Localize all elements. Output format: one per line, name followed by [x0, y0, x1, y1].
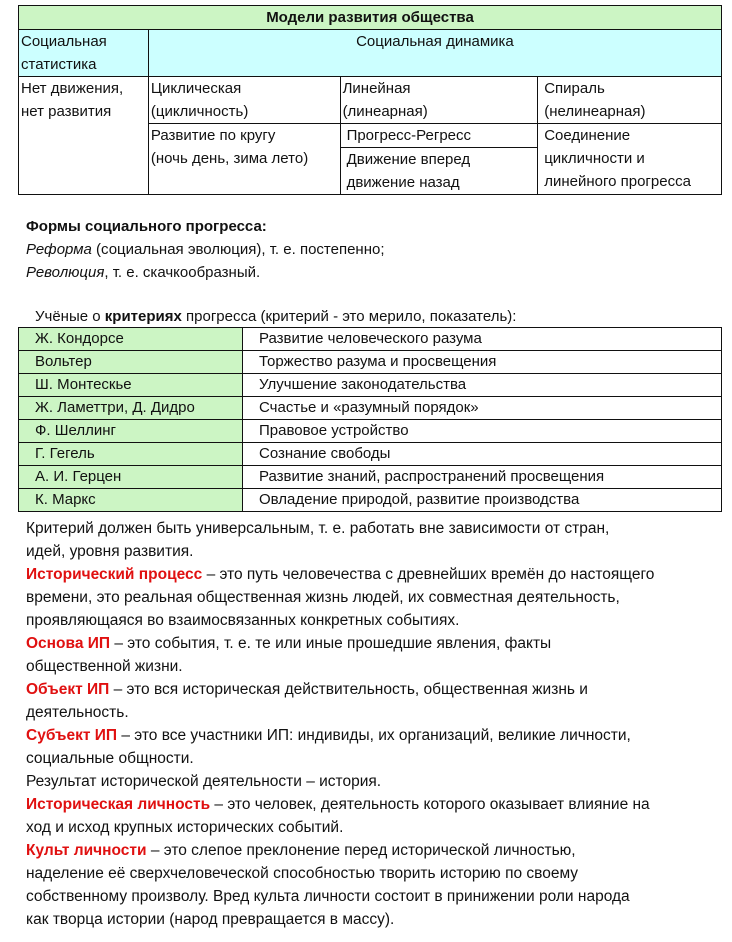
cyclic-type	[148, 77, 340, 124]
text-line: времени, это реальная общественная жизнь людей, их совместная деятельность,	[26, 589, 620, 606]
text-line: как творца истории (народ превращается в массу).	[26, 911, 395, 928]
term: Культ личности	[26, 842, 147, 859]
text-line: – это слепое преклонение перед исторической личностью,	[146, 842, 576, 859]
text-line: наделение её сверхчеловеческой способностью творить историю по своему	[26, 865, 579, 882]
linear-type	[340, 77, 538, 124]
term: Объект ИП	[26, 681, 110, 698]
type-alt: (цикличность)	[150, 103, 249, 120]
social-dynamic-header: Социальная динамика	[148, 30, 721, 77]
intro-bold: критериях	[104, 308, 182, 325]
static-description	[19, 77, 149, 195]
criterion-text: Улучшение законодательства	[243, 374, 722, 397]
term: Исторический процесс	[26, 566, 203, 583]
criterion-note	[26, 517, 726, 563]
text-line: деятельность.	[26, 704, 129, 721]
text-line: – это события, т. е. те или иные прошедшие явления, факты	[110, 635, 552, 652]
criteria-row	[19, 443, 722, 466]
scientist-name: Ж. Ламеттри, Д. Дидро	[19, 397, 243, 420]
type-alt: (линеарная)	[342, 103, 428, 120]
def-subject	[26, 724, 726, 770]
intro-text: Учёные о	[35, 308, 105, 325]
criterion-text: Счастье и «разумный порядок»	[243, 397, 722, 420]
progress-criteria-table	[18, 327, 722, 512]
def-personality	[26, 793, 726, 839]
forms-section	[26, 215, 726, 284]
text-line: линейного прогресса	[544, 173, 691, 190]
reform-description: (социальная эволюция), т. е. постепенно;	[91, 241, 385, 258]
header-line: статистика	[21, 56, 97, 73]
form-reform	[26, 238, 726, 261]
criteria-row	[19, 489, 722, 512]
def-cult	[26, 839, 726, 931]
reform-term: Реформа	[26, 241, 92, 258]
intro-text: прогресса (критерий - это мерило, показатель):	[181, 308, 517, 325]
text-line: (ночь день, зима лето)	[150, 150, 309, 167]
text-line: Соединение	[544, 127, 631, 144]
term: Основа ИП	[26, 635, 111, 652]
def-result: Результат исторической деятельности – история.	[26, 773, 382, 790]
cyclic-description	[148, 124, 340, 195]
type-alt: (нелинеарная)	[544, 103, 646, 120]
scientist-name: Г. Гегель	[19, 443, 243, 466]
criterion-text: Торжество разума и просвещения	[243, 351, 722, 374]
forms-heading: Формы социального прогресса:	[26, 218, 267, 235]
criteria-row	[19, 328, 722, 351]
text-line: Нет движения,	[21, 80, 124, 97]
text-line: проявляющаяся во взаимосвязанных конкретных событиях.	[26, 612, 460, 629]
form-revolution	[26, 261, 726, 284]
definitions-section	[26, 517, 726, 931]
text-line: собственному произволу. Вред культа личности состоит в принижении роли народа	[26, 888, 630, 905]
type-name: Спираль	[544, 80, 605, 97]
text-line: – это человек, деятельность которого оказывает влияние на	[210, 796, 650, 813]
text-line: ход и исход крупных исторических событий.	[26, 819, 344, 836]
text-line: цикличности и	[544, 150, 645, 167]
revolution-description: , т. е. скачкообразный.	[104, 264, 261, 281]
criterion-text: Развитие человеческого разума	[243, 328, 722, 351]
text-line: – это путь человечества с древнейших времён до настоящего	[202, 566, 655, 583]
def-basis	[26, 632, 726, 678]
scientist-name: Ж. Кондорсе	[19, 328, 243, 351]
type-name: Циклическая	[150, 80, 242, 97]
criteria-row	[19, 466, 722, 489]
criterion-text: Правовое устройство	[243, 420, 722, 443]
text-line: социальные общности.	[26, 750, 194, 767]
revolution-term: Революция	[26, 264, 105, 281]
criterion-text: Сознание свободы	[243, 443, 722, 466]
social-static-header	[19, 30, 149, 77]
criteria-row	[19, 351, 722, 374]
spiral-type	[538, 77, 722, 124]
type-name: Линейная	[342, 80, 411, 97]
text-line: Критерий должен быть универсальным, т. е. работать вне зависимости от стран,	[26, 520, 610, 537]
scientist-name: К. Маркс	[19, 489, 243, 512]
text-line: Развитие по кругу	[150, 127, 276, 144]
criteria-row	[19, 397, 722, 420]
text-line: – это вся историческая действительность, общественная жизнь и	[109, 681, 588, 698]
spiral-description	[538, 124, 722, 195]
scientist-name: Ш. Монтескье	[19, 374, 243, 397]
table-title: Модели развития общества	[19, 6, 722, 30]
term: Субъект ИП	[26, 727, 118, 744]
header-line: Социальная	[21, 33, 107, 50]
text-line: общественной жизни.	[26, 658, 183, 675]
criteria-intro	[35, 305, 732, 328]
scientist-name: Вольтер	[19, 351, 243, 374]
linear-description-1: Прогресс-Регресс	[340, 124, 538, 148]
criteria-row	[19, 420, 722, 443]
criterion-text: Овладение природой, развитие производства	[243, 489, 722, 512]
text-line: Движение вперед	[346, 151, 471, 168]
scientist-name: А. И. Герцен	[19, 466, 243, 489]
term: Историческая личность	[26, 796, 211, 813]
text-line: идей, уровня развития.	[26, 543, 194, 560]
scientist-name: Ф. Шеллинг	[19, 420, 243, 443]
linear-description-2	[340, 148, 538, 195]
def-object	[26, 678, 726, 724]
text-line: – это все участники ИП: индивиды, их организаций, великие личности,	[117, 727, 631, 744]
def-historical-process	[26, 563, 726, 632]
criteria-row	[19, 374, 722, 397]
text-line: нет развития	[21, 103, 112, 120]
text-line: движение назад	[346, 174, 460, 191]
development-models-table	[18, 5, 722, 195]
criterion-text: Развитие знаний, распространений просвещения	[243, 466, 722, 489]
